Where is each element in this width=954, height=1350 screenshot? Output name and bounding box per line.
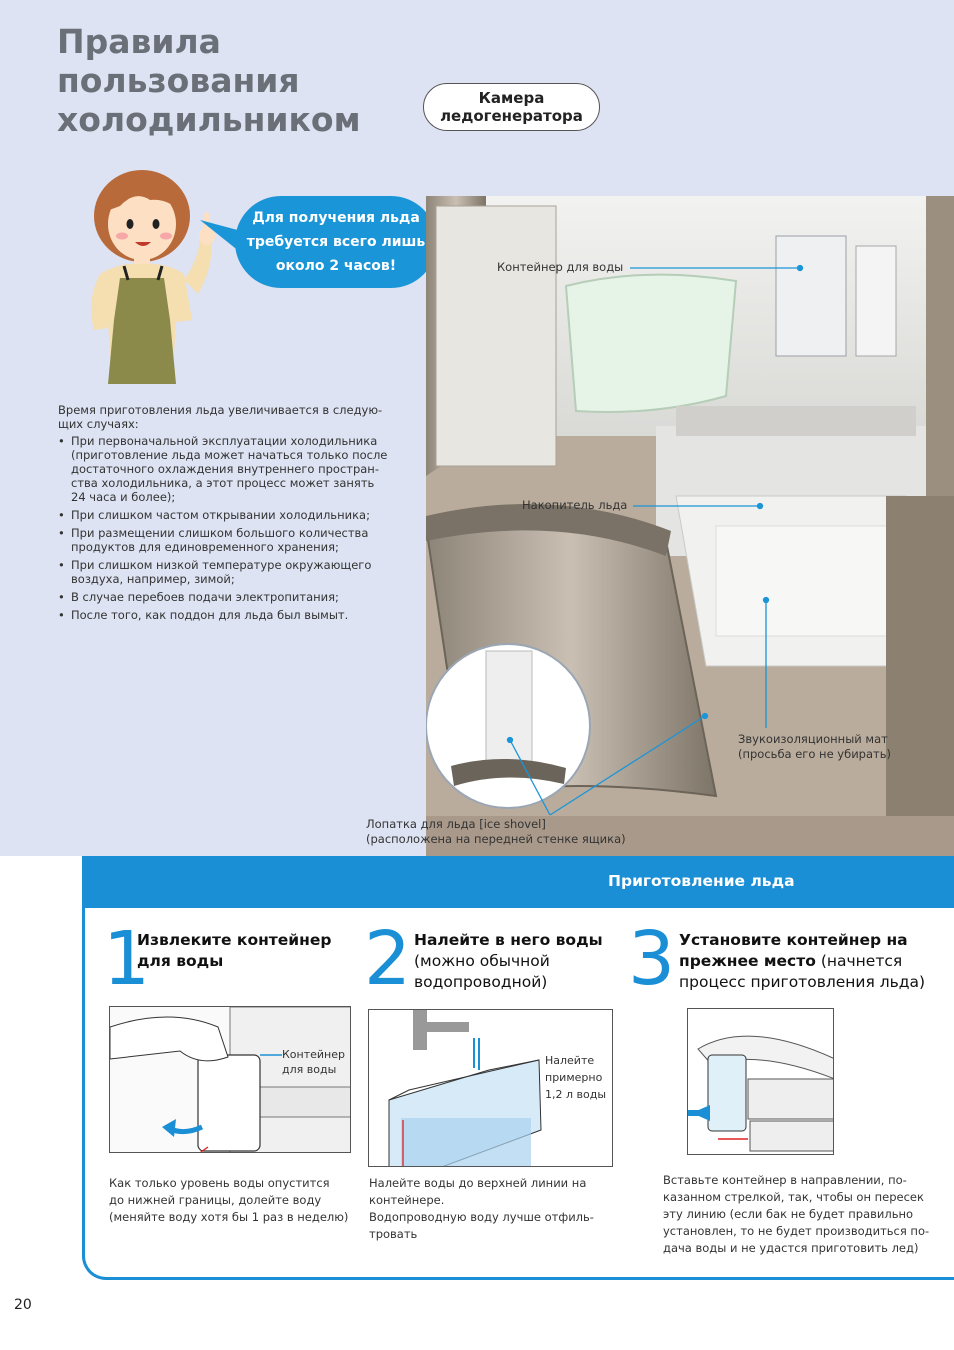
delay-intro (58, 403, 388, 431)
page-number: 20 (14, 1297, 32, 1313)
step-1-note-line1: Как только уровень воды опустится (109, 1176, 330, 1190)
step-1-note-line2: до нижней границы, долейте воду (109, 1193, 322, 1207)
ice-section-header (82, 856, 954, 908)
step-1-drawing (110, 1007, 351, 1153)
list-item: • При первоначальной эксплуатации холодильника (приготовление льда может начаться только после достаточного охлаждения внутреннего простран-ства холодильника, а этот процесс может занять 24 часа и более); (58, 434, 388, 504)
list-item: • В случае перебоев подачи электропитания; (58, 590, 388, 604)
list-item: • При слишком частом открывании холодильника; (58, 508, 388, 522)
step-2-heading (414, 930, 603, 993)
callout-sound-mat (738, 732, 891, 762)
step-1-image-label-line2: для воды (282, 1063, 337, 1076)
delay-intro-line1: Время приготовления льда увеличивается в следую- (58, 403, 383, 417)
step-3-note (663, 1172, 929, 1257)
step-2-image-label-line2: примерно (545, 1071, 603, 1084)
callout-sound-mat-line1: Звукоизоляционный мат (738, 732, 888, 746)
ice-chamber-label (423, 83, 600, 131)
list-item: • При слишком низкой температуре окружающего воздуха, например, зимой; (58, 558, 388, 586)
callout-water-container: Контейнер для воды (497, 260, 624, 274)
step-3-note-line3: эту линию (если бак не будет правильно (663, 1207, 914, 1221)
speech-bubble (235, 196, 437, 288)
step-3-heading-line2: прежнее место (679, 952, 816, 970)
step-1-image (109, 1006, 351, 1153)
step-3-heading-rest1: (начнется (820, 952, 903, 970)
step-3-note-line4: установлен, то не будет производиться по- (663, 1224, 930, 1238)
step-1-image-label-line1: Контейнер (282, 1048, 345, 1061)
step-1-heading-line1: Извлеките контейнер (137, 931, 332, 949)
list-item: • При размещении слишком большого количества продуктов для единовременного хранения; (58, 526, 388, 554)
ice-chamber-label-line2: ледогенератора (440, 107, 583, 125)
step-3-note-line2: казанном стрелкой, так, чтобы он пересек (663, 1190, 924, 1204)
list-item: • После того, как поддон для льда был вымыт. (58, 608, 388, 622)
step-2-image-label-line1: Налейте (545, 1054, 595, 1067)
step-2-note-line4: тровать (369, 1227, 418, 1241)
step-2-heading-line3: водопроводной) (414, 973, 548, 991)
step-3-image (687, 1008, 834, 1155)
step-2-note-line1: Налейте воды до верхней линии на (369, 1176, 587, 1190)
callout-ice-storage: Накопитель льда (522, 498, 628, 512)
ice-chamber-label-line1: Камера (478, 89, 545, 107)
step-1-note (109, 1175, 348, 1226)
delay-intro-line2: щих случаях: (58, 417, 139, 431)
delay-cases-list (58, 434, 388, 626)
step-1-heading (137, 930, 331, 972)
step-3-note-line5: дача воды и не удастся приготовить лед) (663, 1241, 919, 1255)
ice-section-title: Приготовление льда (608, 872, 795, 890)
callout-ice-shovel-line1: Лопатка для льда [ice shovel] (366, 817, 546, 831)
step-3-heading-line3: процесс приготовления льда) (679, 973, 926, 991)
callout-sound-mat-line2: (просьба его не убирать) (738, 747, 891, 761)
step-3-heading (679, 930, 925, 993)
step-1-image-label (282, 1047, 345, 1077)
speech-line2: требуется всего лишь (246, 234, 426, 250)
step-2-image-label-line3: 1,2 л воды (545, 1088, 607, 1101)
step-3-drawing (688, 1009, 834, 1155)
step-1-number: 1 (103, 916, 151, 1002)
step-3-number: 3 (628, 916, 676, 1002)
page-title: Правила пользования холодильником (57, 22, 361, 139)
step-2-heading-bold: Налейте в него воды (414, 931, 603, 949)
step-2-note-line3: Водопроводную воду лучше отфиль- (369, 1210, 594, 1224)
step-3-heading-line1: Установите контейнер на (679, 931, 908, 949)
callout-ice-shovel (366, 817, 626, 847)
step-1-note-line3: (меняйте воду хотя бы 1 раз в неделю) (109, 1210, 349, 1224)
step-2-note (369, 1175, 594, 1243)
step-2-image-label (545, 1052, 606, 1103)
speech-line1: Для получения льда (252, 210, 420, 226)
step-1-heading-line2: для воды (137, 952, 224, 970)
step-2-number: 2 (364, 916, 412, 1002)
step-2-heading-line2: (можно обычной (414, 952, 550, 970)
step-3-note-line1: Вставьте контейнер в направлении, по- (663, 1173, 907, 1187)
step-2-note-line2: контейнере. (369, 1193, 445, 1207)
woman-illustration (80, 170, 230, 388)
callout-ice-shovel-line2: (расположена на передней стенке ящика) (366, 832, 626, 846)
speech-line3: около 2 часов! (275, 258, 397, 274)
